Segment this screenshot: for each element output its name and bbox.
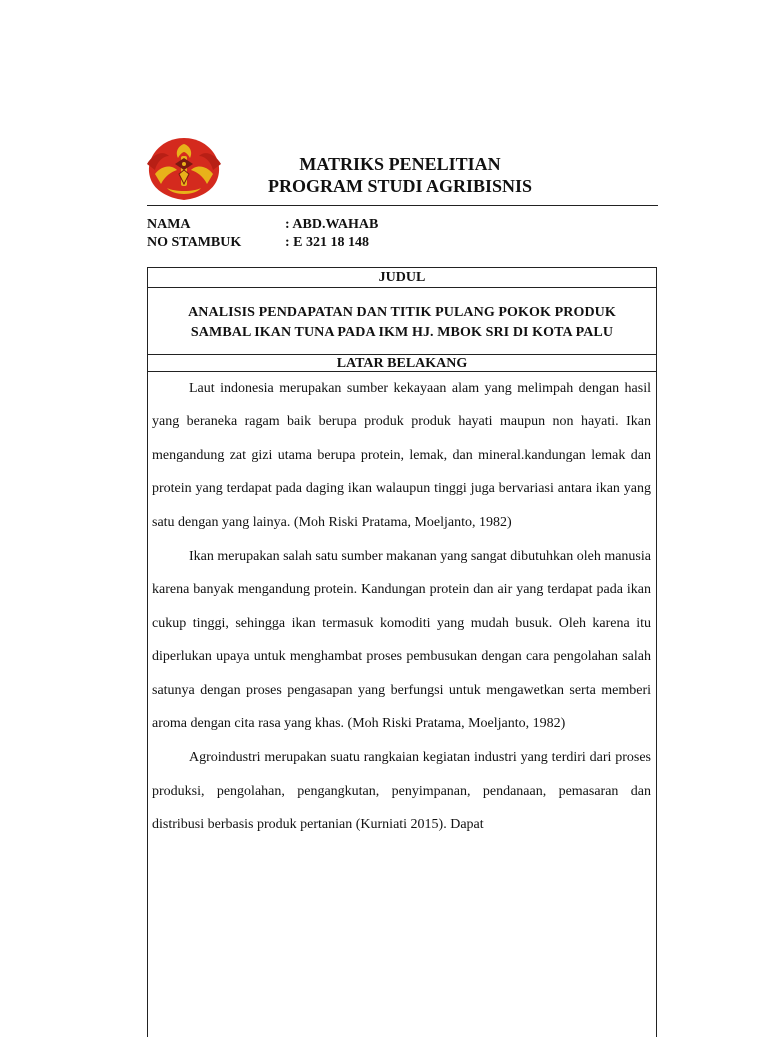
latar-belakang-body: [148, 372, 656, 842]
document-title: [230, 153, 570, 197]
paragraph-1: Laut indonesia merupakan sumber kekayaan alam yang melimpah dengan hasil yang beraneka ragam baik berupa produk produk hayati maupun non hayati. Ikan mengandung zat gizi utama berupa protein, lemak, dan mineral.kandungan lemak dan protein yang terdapat pada daging ikan walaupun tinggi juga bervariasi antara ikan yang satu dengan yang lainya. (Moh Riski Pratama, Moeljanto, 1982): [152, 381, 651, 530]
paragraph-2: Ikan merupakan salah satu sumber makanan yang sangat dibutuhkan oleh manusia karena banyak mengandung protein. Kandungan protein dan air yang terdapat pada ikan cukup tinggi, sehingga ikan termasuk komoditi yang mudah busuk. Oleh karena itu diperlukan upaya untuk menghambat proses pembusukan dengan cara pengolahan salah satunya dengan proses pengasapan yang berfungsi untuk mengawetkan serta memberi aroma dengan cita rasa yang khas. (Moh Riski Pratama, Moeljanto, 1982): [152, 549, 651, 732]
judul-text: [148, 288, 656, 355]
stambuk-value: : E 321 18 148: [285, 235, 369, 250]
latar-belakang-heading: LATAR BELAKANG: [148, 355, 656, 372]
name-value: : ABD.WAHAB: [285, 217, 379, 232]
stambuk-label: NO STAMBUK: [147, 235, 242, 250]
research-matrix-table: [147, 267, 657, 1037]
paragraph-3: Agroindustri merupakan suatu rangkaian kegiatan industri yang terdiri dari proses produksi, pengolahan, pengangkutan, penyimpanan, pendanaan, pemasaran dan distribusi berbasis produk pertanian (Kurniati 2015). Dapat: [152, 750, 651, 833]
judul-line-1: ANALISIS PENDAPATAN DAN TITIK PULANG POKOK PRODUK: [188, 305, 616, 320]
judul-line-2: SAMBAL IKAN TUNA PADA IKM HJ. MBOK SRI DI KOTA PALU: [190, 325, 614, 340]
name-label: NAMA: [147, 217, 191, 232]
title-line-1: MATRIKS PENELITIAN: [299, 154, 501, 174]
title-line-2: PROGRAM STUDI AGRIBISNIS: [267, 176, 533, 196]
university-logo-icon: [145, 134, 223, 202]
header-divider: [147, 205, 658, 206]
judul-heading: JUDUL: [148, 268, 656, 288]
